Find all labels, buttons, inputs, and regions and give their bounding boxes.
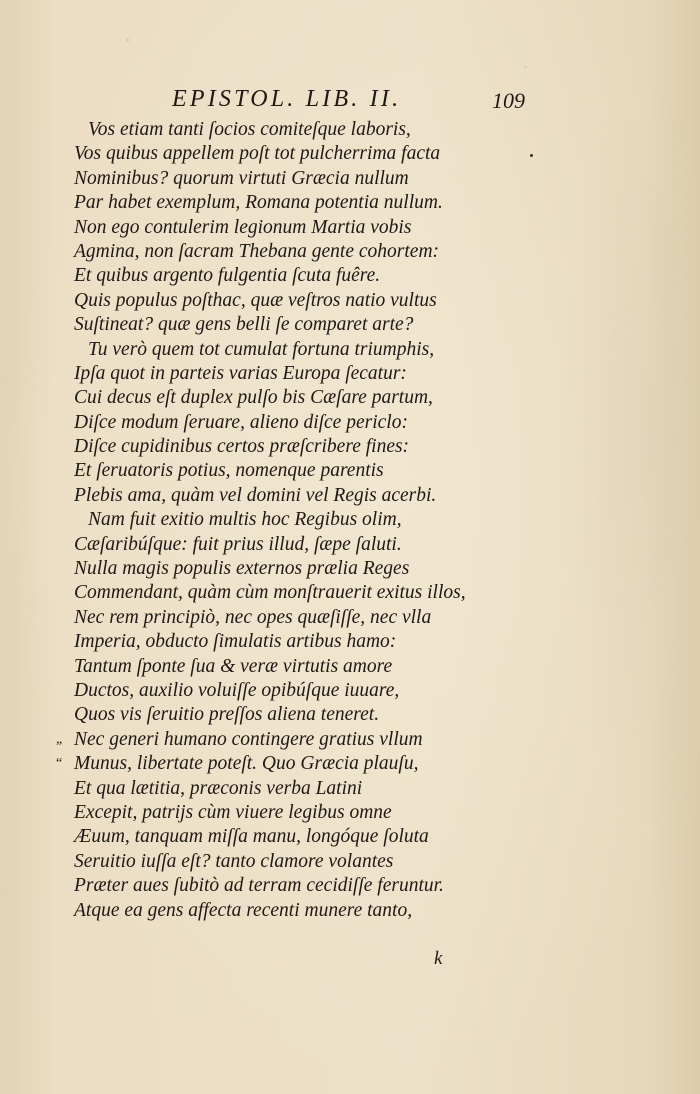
verse-line-text: Nec rem principiò, nec opes quæſiſſe, nec vlla (74, 606, 432, 628)
verse-line (74, 459, 554, 483)
show-through-text (560, 120, 700, 840)
verse-block (56, 118, 554, 923)
verse-line-text: Vos quibus appellem poſt tot pulcherrima facta (74, 143, 441, 165)
verse-line (74, 630, 554, 654)
catchword: k (434, 948, 443, 969)
running-title: EPISTOL. LIB. II. (172, 86, 402, 112)
verse-line (74, 533, 554, 557)
verse-line-text: Et ſeruatoris potius, nomenque parentis (74, 460, 384, 482)
verse-line-text: Nominibus? quorum virtuti Græcia nullum (74, 167, 409, 189)
verse-line-text: Diſce cupidinibus certos præſcribere fines: (74, 436, 410, 458)
verse-line-text: Plebis ama, quàm vel domini vel Regis acerbi. (74, 484, 437, 506)
verse-line-text: Nec generi humano contingere gratius vllum (74, 728, 423, 750)
verse-line-text: Tantum ſponte ſua & veræ virtutis amore (74, 655, 393, 677)
verse-line-text: Vos etiam tanti ſocios comiteſque laboris, (88, 119, 411, 140)
verse-line-text: Ipſa quot in parteis varias Europa ſecatur: (74, 362, 407, 384)
verse-line (74, 313, 554, 337)
verse-line-text: Præter aues ſubitò ad terram cecidiſſe feruntur. (74, 875, 444, 897)
verse-line (74, 386, 554, 410)
paper-spot (524, 66, 527, 68)
verse-line-text: Agmina, non ſacram Thebana gente cohortem: (74, 240, 440, 262)
verse-line-text: Nam fuit exitio multis hoc Regibus olim, (88, 509, 402, 531)
verse-line-text: Et quibus argento fulgentia ſcuta fuêre. (74, 265, 381, 287)
verse-line (74, 850, 554, 874)
verse-line (74, 191, 554, 215)
verse-line-text: Cui decus eſt duplex pulſo bis Cæſare partum, (74, 387, 433, 409)
verse-line (74, 167, 554, 191)
verse-line (74, 581, 554, 605)
verse-line (74, 777, 554, 801)
verse-line-text: Ductos, auxilio voluiſſe opibúſque iuuare, (74, 679, 400, 701)
verse-line-text: Atque ea gens affecta recenti munere tanto, (74, 899, 413, 921)
verse-line (74, 484, 554, 508)
verse-line-text: Tu verò quem tot cumulat fortuna triumphis, (88, 338, 435, 360)
verse-line-text: Seruitio iuſſa eſt? tanto clamore volantes (74, 850, 394, 872)
verse-line (74, 289, 554, 313)
quotation-marker: “ (56, 756, 63, 772)
verse-line (74, 118, 554, 142)
verse-line (74, 338, 554, 362)
verse-line (74, 825, 554, 849)
verse-line-text: Munus, libertate poteſt. Quo Græcia plauſu, (74, 753, 419, 775)
verse-line-text: Quos vis ſeruitio preſſos aliena teneret. (74, 704, 380, 726)
verse-line (74, 801, 554, 825)
page-number: 109 (492, 88, 525, 113)
verse-line (74, 240, 554, 264)
verse-line (56, 728, 554, 752)
verse-line-text: Et qua lætitia, præconis verba Latini (74, 777, 363, 799)
verse-line (74, 557, 554, 581)
verse-line (74, 142, 554, 166)
verse-line (74, 679, 554, 703)
verse-line (74, 216, 554, 240)
verse-line (56, 752, 554, 776)
verse-line (74, 508, 554, 532)
quotation-marker: „ (56, 731, 63, 747)
verse-line-text: Non ego contulerim legionum Martia vobis (74, 216, 412, 238)
verse-line-text: Par habet exemplum, Romana potentia nullum. (74, 192, 443, 214)
verse-line-text: Nulla magis populis externos prælia Reges (74, 558, 410, 580)
page-header (0, 86, 700, 116)
verse-line-text: Diſce modum ſeruare, alieno diſce periclo: (74, 411, 408, 433)
verse-line-text: Cæſaribúſque: fuit prius illud, ſæpe ſaluti. (74, 533, 402, 555)
verse-line-text: Imperia, obducto ſimulatis artibus hamo: (74, 631, 397, 653)
verse-line-text: Quis populus poſthac, quæ veſtros natio vultus (74, 289, 437, 311)
verse-line (74, 362, 554, 386)
verse-line-text: Æuum, tanquam miſſa manu, longóque ſoluta (74, 826, 429, 848)
verse-line-text: Excepit, patrijs cùm viuere legibus omne (74, 801, 392, 823)
verse-line-text: Commendant, quàm cùm monſtrauerit exitus illos, (74, 582, 466, 604)
verse-line (74, 874, 554, 898)
verse-line (74, 411, 554, 435)
verse-line (74, 899, 554, 923)
verse-line (74, 703, 554, 727)
paper-spot (126, 38, 129, 42)
verse-line (74, 606, 554, 630)
verse-line-text: Suſtineat? quæ gens belli ſe comparet arte? (74, 314, 414, 336)
verse-line (74, 264, 554, 288)
verse-line (74, 435, 554, 459)
verse-line (74, 655, 554, 679)
